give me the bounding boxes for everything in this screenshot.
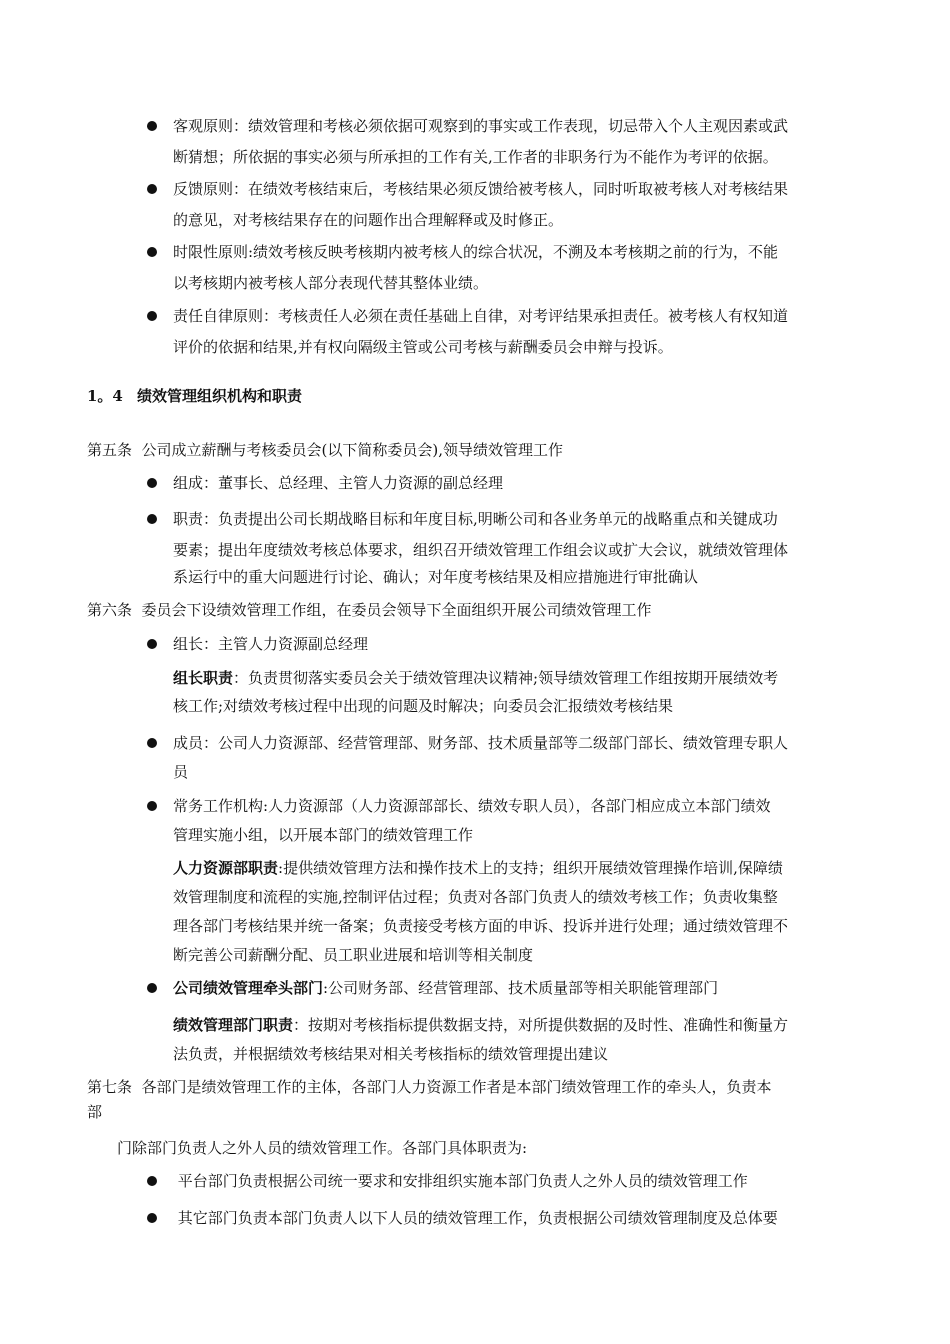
bullet-dot xyxy=(147,983,157,993)
text-line: 反馈原则：在绩效考核结束后，考核结果必须反馈给被考核人，同时听取被考核人对考核结果 xyxy=(173,180,789,198)
text-line: 组成：董事长、总经理、主管人力资源的副总经理 xyxy=(173,474,504,492)
text-line: 系运行中的重大问题进行讨论、确认；对年度考核结果及相应措施进行审批确认 xyxy=(173,568,699,586)
text-line: 的意见，对考核结果存在的问题作出合理解释或及时修正。 xyxy=(173,211,564,229)
text-line: 效管理制度和流程的实施,控制评估过程；负责对各部门负责人的绩效考核工作；负责收集整 xyxy=(173,888,778,906)
text-line: 员 xyxy=(173,763,189,781)
article-text: 第七条 各部门是绩效管理工作的主体，各部门人力资源工作者是本部门绩效管理工作的牵头人，负责本 xyxy=(87,1078,772,1096)
bullet-dot xyxy=(147,1176,157,1186)
text-line: 断完善公司薪酬分配、员工职业进展和培训等相关制度 xyxy=(173,946,534,964)
text-line: :公司财务部、经营管理部、技术质量部等相关职能管理部门 xyxy=(323,979,719,997)
text-line: ：负责贯彻落实委员会关于绩效管理决议精神;领导绩效管理工作组按期开展绩效考 xyxy=(233,669,779,687)
text-line: 常务工作机构:人力资源部（人力资源部部长、绩效专职人员），各部门相应成立本部门绩效 xyxy=(173,797,771,815)
text-line: 职责：负责提出公司长期战略目标和年度目标,明晰公司和各业务单元的战略重点和关键成功 xyxy=(173,510,778,528)
article-text: 部 xyxy=(87,1103,103,1121)
text-line: 责任自律原则：考核责任人必须在责任基础上自律，对考评结果承担责任。被考核人有权知道 xyxy=(173,307,789,325)
text-line: 管理实施小组，以开展本部门的绩效管理工作 xyxy=(173,826,474,844)
bullet-dot xyxy=(147,514,157,524)
text-line: 平台部门负责根据公司统一要求和安排组织实施本部门负责人之外人员的绩效管理工作 xyxy=(173,1172,748,1190)
bullet-dot xyxy=(147,121,157,131)
bullet-dot xyxy=(147,738,157,748)
bold-label: 组长职责 xyxy=(173,669,234,687)
bold-label: 公司绩效管理牵头部门 xyxy=(173,979,324,997)
bullet-dot xyxy=(147,1213,157,1223)
article-text: 门除部门负责人之外人员的绩效管理工作。各部门具体职责为: xyxy=(117,1139,528,1157)
text-line: 其它部门负责本部门负责人以下人员的绩效管理工作，负责根据公司绩效管理制度及总体要 xyxy=(173,1209,778,1227)
text-line: 以考核期内被考核人部分表现代替其整体业绩。 xyxy=(173,274,489,292)
text-line: 组长：主管人力资源副总经理 xyxy=(173,635,369,653)
bullet-dot xyxy=(147,247,157,257)
bullet-dot xyxy=(147,184,157,194)
text-line: 理各部门考核结果并统一备案；负责接受考核方面的申诉、投诉并进行处理；通过绩效管理不 xyxy=(173,917,789,935)
bold-label: 绩效管理部门职责 xyxy=(173,1016,294,1034)
text-line: 评价的依据和结果,并有权向隔级主管或公司考核与薪酬委员会申辩与投诉。 xyxy=(173,338,673,356)
text-line: 客观原则：绩效管理和考核必须依据可观察到的事实或工作表现，切忌带入个人主观因素或武 xyxy=(173,117,789,135)
text-line: :提供绩效管理方法和操作技术上的支持；组织开展绩效管理操作培训,保障绩 xyxy=(278,859,783,877)
article-text: 第六条 委员会下设绩效管理工作组，在委员会领导下全面组织开展公司绩效管理工作 xyxy=(87,601,652,619)
text-line: 断猜想；所依据的事实必须与所承担的工作有关,工作者的非职务行为不能作为考评的依据。 xyxy=(173,148,778,166)
section-number: 1。4 xyxy=(87,387,123,405)
bold-label: 人力资源部职责 xyxy=(173,859,279,877)
text-line: 法负责，并根据绩效考核结果对相关考核指标的绩效管理提出建议 xyxy=(173,1045,609,1063)
text-line: 时限性原则:绩效考核反映考核期内被考核人的综合状况，不溯及本考核期之前的行为，不能 xyxy=(173,243,779,261)
section-title: 绩效管理组织机构和职责 xyxy=(137,387,303,405)
bullet-dot xyxy=(147,478,157,488)
text-line: 核工作;对绩效考核过程中出现的问题及时解决；向委员会汇报绩效考核结果 xyxy=(173,697,674,715)
text-line: 成员：公司人力资源部、经营管理部、财务部、技术质量部等二级部门部长、绩效管理专职人 xyxy=(173,734,789,752)
bullet-dot xyxy=(147,801,157,811)
bullet-dot xyxy=(147,639,157,649)
bullet-dot xyxy=(147,311,157,321)
text-line: ：按期对考核指标提供数据支持，对所提供数据的及时性、准确性和衡量方 xyxy=(293,1016,789,1034)
text-line: 要素；提出年度绩效考核总体要求，组织召开绩效管理工作组会议或扩大会议，就绩效管理体 xyxy=(173,541,789,559)
article-text: 第五条 公司成立薪酬与考核委员会(以下简称委员会),领导绩效管理工作 xyxy=(87,441,564,459)
